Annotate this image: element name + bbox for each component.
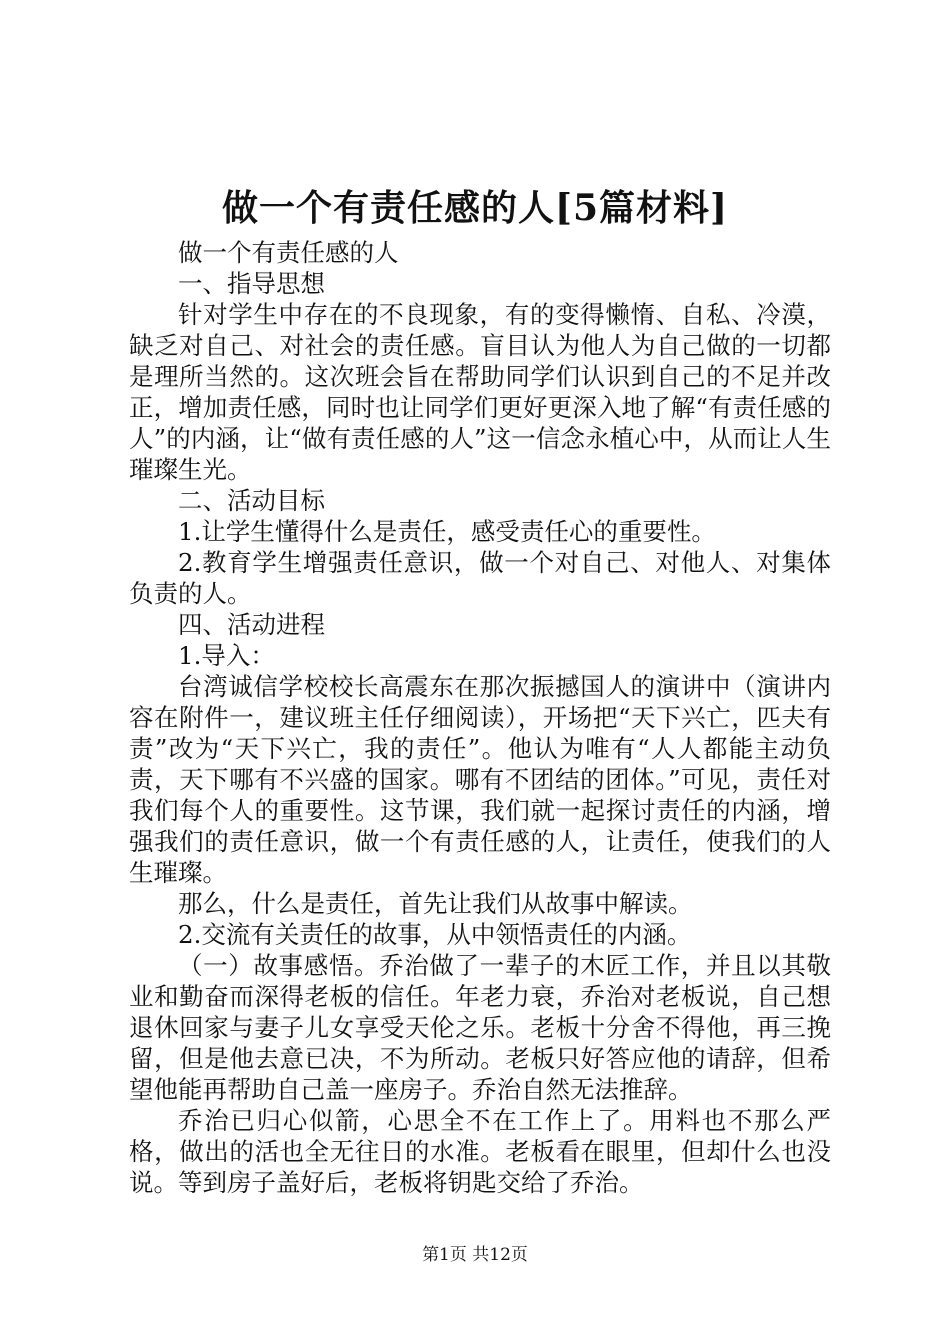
- paragraph: （一）故事感悟。乔治做了一辈子的木匠工作，并且以其敬业和勤奋而深得老板的信任。年老力衰，乔治对老板说，自己想退休回家与妻子儿女享受天伦之乐。老板十分舍不得他，再三挽留，但是他去意已决，不为所动。老板只好答应他的请辞，但希望他能再帮助自己盖一座房子。乔治自然无法推辞。: [129, 951, 831, 1104]
- paragraph: 台湾诚信学校校长高震东在那次振撼国人的演讲中（演讲内容在附件一，建议班主任仔细阅读），开场把“天下兴亡，匹夫有责”改为“天下兴亡，我的责任”。他认为唯有“人人都能主动负责，天下哪有不兴盛的国家。哪有不团结的团体。”可见，责任对我们每个人的重要性。这节课，我们就一起探讨责任的内涵，增强我们的责任意识，做一个有责任感的人，让责任，使我们的人生璀璨。: [129, 672, 831, 887]
- list-item: 2.教育学生增强责任意识，做一个对自己、对他人、对集体负责的人。: [129, 548, 831, 608]
- document-title: 做一个有责任感的人[5篇材料]: [221, 187, 729, 229]
- section-heading: 二、活动目标: [178, 486, 325, 515]
- list-item: 2.交流有关责任的故事，从中领悟责任的内涵。: [178, 920, 692, 949]
- page-footer: 第1页 共12页: [422, 1245, 528, 1265]
- list-item: 1.让学生懂得什么是责任，感受责任心的重要性。: [178, 517, 716, 546]
- document-body: [129, 237, 831, 1198]
- paragraph: 乔治已归心似箭，心思全不在工作上了。用料也不那么严格，做出的活也全无往日的水准。老板看在眼里，但却什么也没说。等到房子盖好后，老板将钥匙交给了乔治。: [129, 1106, 831, 1197]
- paragraph: 那么，什么是责任，首先让我们从故事中解读。: [178, 889, 693, 918]
- section-heading: 一、指导思想: [178, 269, 325, 298]
- list-item: 1.导入：: [178, 641, 275, 670]
- paragraph-subtitle: 做一个有责任感的人: [178, 238, 399, 267]
- paragraph: 针对学生中存在的不良现象，有的变得懒惰、自私、冷漠，缺乏对自己、对社会的责任感。盲目认为他人为自己做的一切都是理所当然的。这次班会旨在帮助同学们认识到自己的不足并改正，增加责任感，同时也让同学们更好更深入地了解“有责任感的人”的内涵，让“做有责任感的人”这一信念永植心中，从而让人生璀璨生光。: [129, 300, 831, 484]
- section-heading: 四、活动进程: [178, 610, 325, 639]
